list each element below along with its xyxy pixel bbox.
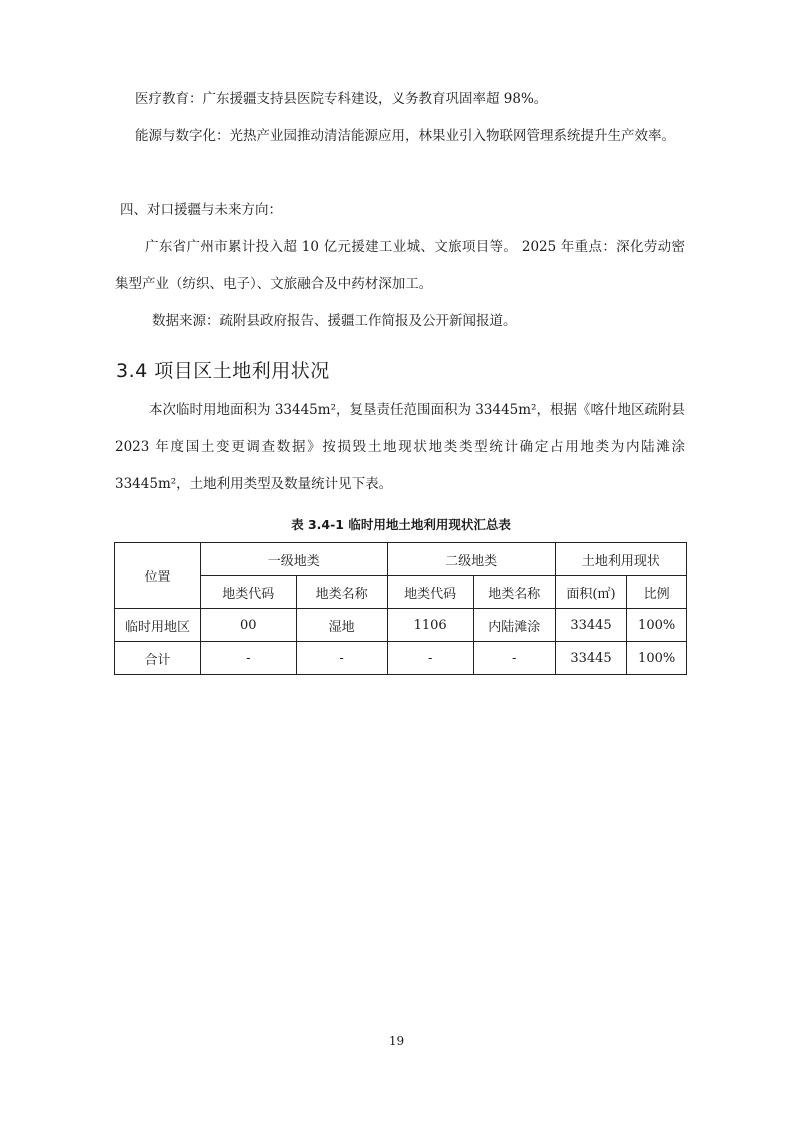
- cell-area: 33445: [555, 609, 627, 642]
- page-number: 19: [388, 1034, 405, 1048]
- subheader-l1-code: 地类代码: [200, 576, 296, 609]
- table-header-row: [115, 543, 687, 576]
- subheader-l1-name: 地类名称: [296, 576, 387, 609]
- cell-location: 合计: [115, 642, 201, 675]
- header-location: 位置: [115, 543, 201, 609]
- table-caption: 表 3.4-1 临时用地土地利用现状汇总表: [291, 517, 511, 532]
- cell-l2-code: -: [387, 642, 473, 675]
- subheader-l2-code: 地类代码: [387, 576, 473, 609]
- cell-area: 33445: [555, 642, 627, 675]
- table-row-total: [115, 642, 687, 675]
- header-level2: 二级地类: [387, 543, 555, 576]
- land-use-table: [114, 542, 687, 675]
- subheader-l2-name: 地类名称: [473, 576, 555, 609]
- cell-ratio: 100%: [627, 609, 687, 642]
- cell-l2-name: 内陆滩涂: [473, 609, 555, 642]
- cell-l2-code: 1106: [387, 609, 473, 642]
- section-heading: 3.4 项目区土地利用状况: [116, 360, 330, 382]
- cell-location: 临时用地区: [115, 609, 201, 642]
- table-row: [115, 609, 687, 642]
- header-level1: 一级地类: [200, 543, 387, 576]
- cell-l2-name: -: [473, 642, 555, 675]
- paragraph-energy-digital: 能源与数字化：光热产业园推动清洁能源应用，林果业引入物联网管理系统提升生产效率。: [135, 128, 675, 144]
- section-body: 本次临时用地面积为 33445m²，复垦责任范围面积为 33445m²，根据《喀什地区疏附县 2023 年度国土变更调查数据》按损毁土地现状地类类型统计确定占用地类为内陆滩涂 33445m²，土地利用类型及数量统计见下表。: [115, 402, 685, 492]
- subheader-area: 面积(㎡): [555, 576, 627, 609]
- subheader-ratio: 比例: [627, 576, 687, 609]
- paragraph-data-source: 数据来源：疏附县政府报告、援疆工作简报及公开新闻报道。: [152, 313, 517, 329]
- section-four-title: 四、对口援疆与未来方向：: [120, 202, 282, 218]
- paragraph-medical-education: 医疗教育：广东援疆支持县医院专科建设，义务教育巩固率超 98%。: [135, 91, 548, 107]
- header-status: 土地利用现状: [555, 543, 686, 576]
- cell-l1-code: -: [200, 642, 296, 675]
- cell-l1-name: -: [296, 642, 387, 675]
- cell-ratio: 100%: [627, 642, 687, 675]
- cell-l1-code: 00: [200, 609, 296, 642]
- table-subheader-row: [115, 576, 687, 609]
- cell-l1-name: 湿地: [296, 609, 387, 642]
- paragraph-guangzhou-investment: 广东省广州市累计投入超 10 亿元援建工业城、文旅项目等。 2025 年重点：深化劳动密集型产业（纺织、电子）、文旅融合及中药材深加工。: [115, 239, 685, 292]
